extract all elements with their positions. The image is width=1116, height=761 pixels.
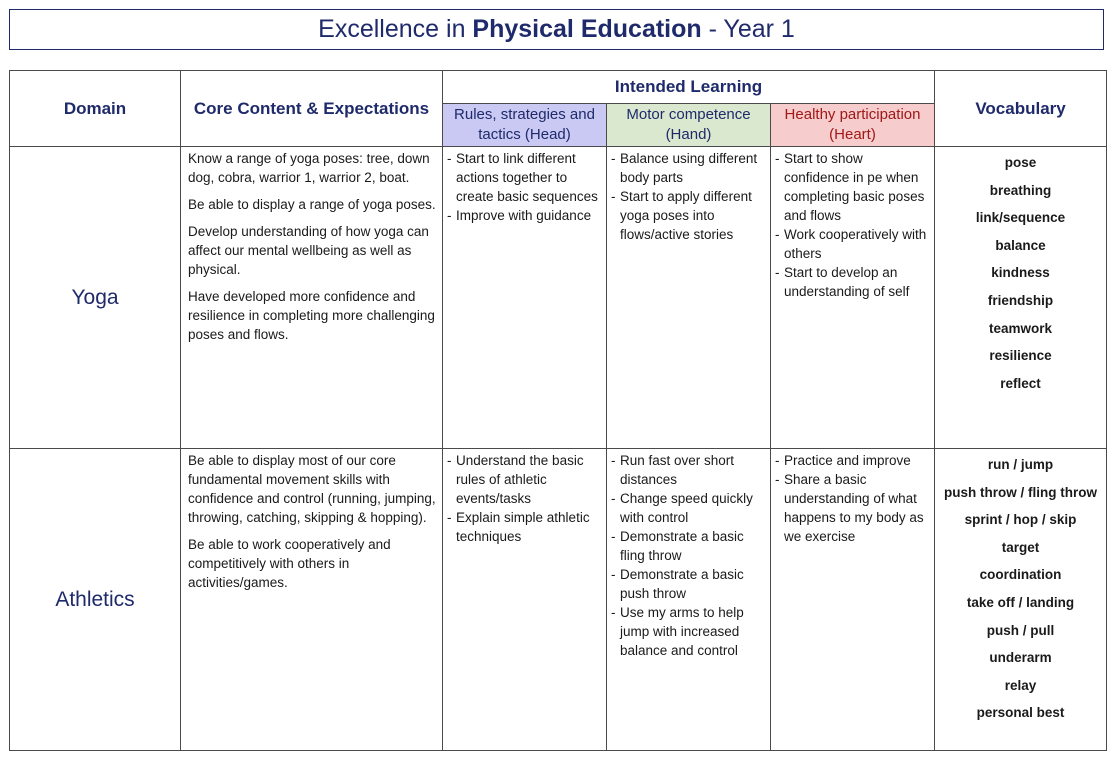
vocab-word: link/sequence xyxy=(975,210,1066,226)
list-item: - Use my arms to help jump with increased balance and control xyxy=(611,603,766,660)
table-row xyxy=(10,449,1107,751)
header-heart: Healthy participation (Heart) xyxy=(771,104,935,147)
vocab-word: reflect xyxy=(1000,375,1041,391)
hand-cell xyxy=(607,147,771,449)
header-core: Core Content & Expectations xyxy=(181,71,443,147)
vocab-word: target xyxy=(1001,539,1040,555)
title-bold: Physical Education xyxy=(472,15,702,43)
vocab-word: kindness xyxy=(991,265,1050,281)
title-prefix: Excellence in xyxy=(318,15,473,43)
vocab-word: teamwork xyxy=(989,320,1053,336)
list-item: - Start to develop an understanding of self xyxy=(775,263,930,301)
vocab-word: personal best xyxy=(976,705,1065,721)
header-hand: Motor competence (Hand) xyxy=(607,104,771,147)
vocab-word: relay xyxy=(1004,677,1037,693)
list-item: - Understand the basic rules of athletic events/tasks xyxy=(447,451,602,508)
core-content xyxy=(181,449,443,751)
core-item: Be able to display most of our core fundamental movement skills with confidence and control (running, jumping, throwing, catching, skipping & hopping). xyxy=(188,453,436,525)
table-row xyxy=(10,147,1107,449)
vocab-cell xyxy=(935,147,1107,449)
list-item: - Start to link different actions together to create basic sequences xyxy=(447,149,602,206)
list-item: - Explain simple athletic techniques xyxy=(447,508,602,546)
hand-cell xyxy=(607,449,771,751)
page-title xyxy=(9,9,1104,50)
vocab-word: coordination xyxy=(979,567,1062,583)
list-item: - Demonstrate a basic push throw xyxy=(611,565,766,603)
vocab-word: resilience xyxy=(989,348,1052,364)
core-item: Have developed more confidence and resilience in completing more challenging poses and flows. xyxy=(188,289,435,342)
vocab-word: push / pull xyxy=(986,622,1055,638)
core-item: Be able to display a range of yoga poses. xyxy=(188,197,436,212)
header-row xyxy=(10,71,1107,104)
vocab-word: push throw / fling throw xyxy=(944,484,1098,500)
list-item: - Start to show confidence in pe when completing basic poses and flows xyxy=(775,149,930,225)
list-item: - Balance using different body parts xyxy=(611,149,766,187)
list-item: - Share a basic understanding of what happens to my body as we exercise xyxy=(775,470,930,546)
vocab-word: balance xyxy=(995,237,1046,253)
list-item: - Run fast over short distances xyxy=(611,451,766,489)
core-item: Know a range of yoga poses: tree, down dog, cobra, warrior 1, warrior 2, boat. xyxy=(188,151,430,185)
list-item: - Improve with guidance xyxy=(447,206,602,225)
header-head: Rules, strategies and tactics (Head) xyxy=(443,104,607,147)
core-item: Develop understanding of how yoga can affect our mental wellbeing as well as physical. xyxy=(188,224,429,277)
domain-yoga: Yoga xyxy=(10,147,181,449)
head-cell xyxy=(443,147,607,449)
heart-cell xyxy=(771,449,935,751)
head-cell xyxy=(443,449,607,751)
vocab-word: breathing xyxy=(989,182,1052,198)
header-intended-learning: Intended Learning xyxy=(443,71,935,104)
vocab-cell xyxy=(935,449,1107,751)
vocab-word: take off / landing xyxy=(966,594,1075,610)
curriculum-table xyxy=(9,70,1107,751)
heart-cell xyxy=(771,147,935,449)
vocab-word: run / jump xyxy=(987,457,1054,472)
header-domain: Domain xyxy=(10,71,181,147)
core-item: Be able to work cooperatively and competitively with others in activities/games. xyxy=(188,537,391,590)
list-item: - Start to apply different yoga poses into flows/active stories xyxy=(611,187,766,244)
list-item: - Work cooperatively with others xyxy=(775,225,930,263)
domain-athletics: Athletics xyxy=(10,449,181,751)
header-vocabulary: Vocabulary xyxy=(935,71,1107,147)
list-item: - Demonstrate a basic fling throw xyxy=(611,527,766,565)
list-item: - Practice and improve xyxy=(775,451,930,470)
core-content xyxy=(181,147,443,449)
vocab-word: underarm xyxy=(989,650,1052,666)
vocab-word: pose xyxy=(1004,155,1037,170)
title-suffix: - Year 1 xyxy=(701,15,795,43)
list-item: - Change speed quickly with control xyxy=(611,489,766,527)
vocab-word: friendship xyxy=(987,292,1054,308)
vocab-word: sprint / hop / skip xyxy=(964,512,1077,528)
